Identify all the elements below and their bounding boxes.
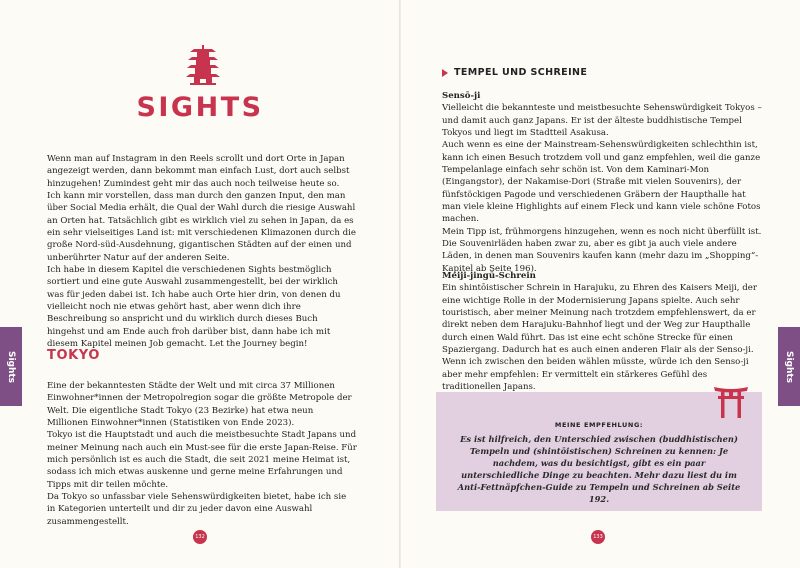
section-heading-tokyo: TOKYO — [47, 348, 100, 363]
intro-paragraph: Ich kann mir vorstellen, dass man durch den ganzen Input, den man über Social Media erhält, die Qual der Wahl durch die riesige Auswahl an Orten hat. Tatsächlich gibt es wirklich viel zu sehen in Japan, da es ein sehr vielseitiges Land ist: mit verschiedenen Klimazonen durch die große Nord-süd-Ausdehnung, gigantischen Städten auf der einen und unberührter Natur auf der anderen Seite. — [47, 191, 356, 263]
arrow-right-icon — [442, 69, 448, 77]
section-heading-temples — [442, 67, 587, 78]
sensoji-paragraph: Auch wenn es eine der Mainstream-Sehenswürdigkeiten schlechthin ist, kann ich einen Besuch trotzdem voll und ganz empfehlen, weil die ganze Tempelanlage einfach sehr schön ist. Von dem Kaminari-Mon (Eingangstor), der Nakamise-Dori (Straße mit vielen Souvenirs), der fünfstöckigen Pagode und verschiedenen Gräbern der Haupthalle hat man viele kleine Highlights auf einem Fleck und kann viele schöne Fotos machen. — [442, 140, 761, 225]
page-number: 132 — [193, 530, 207, 544]
meiji-section — [442, 270, 764, 393]
intro-text — [47, 153, 357, 351]
side-tab-sights[interactable] — [778, 327, 800, 406]
tokyo-paragraph: Da Tokyo so unfassbar viele Sehenswürdigkeiten bietet, habe ich sie in Kategorien unterteilt und dir zu jeder davon eine Auswahl zusammengestellt. — [47, 492, 347, 527]
sensoji-section — [442, 90, 764, 275]
chapter-title: SIGHTS — [136, 92, 264, 123]
meiji-paragraph: Ein shintōistischer Schrein in Harajuku, zu Ehren des Kaisers Meiji, der eine wichtige Rolle in der Modernisierung Japans spielte. Auch sehr touristisch, aber meiner Meinung nach trotzdem empfehlenswert, da er direkt neben dem Harajuku-Bahnhof liegt und der Weg zur Haupthalle durch einen Wald führt. Das ist eine echt schöne Strecke für einen Spaziergang. Dadurch hat es auch einen anderen Flair als der Senso-ji. Wenn ich zwischen den beiden wählen müsste, würde ich den Senso-ji aber mehr empfehlen: Er vermittelt ein stärkeres Gefühl des traditionellen Japans. — [442, 283, 757, 393]
recommendation-text: Es ist hilfreich, den Unterschied zwischen (buddhistischen) Tempeln und (shintōistischen) Schreinen zu kennen: Je nachdem, was du besichtigst, gibt es ein paar unterschiedliche Dinge zu beachten. Mehr dazu liest du im Anti-Fettnäpfchen-Guide zu Tempeln und Schreinen ab Seite 192. — [457, 434, 741, 505]
side-tab-label: Sights — [6, 350, 17, 383]
tokyo-text — [47, 380, 357, 528]
tokyo-paragraph: Tokyo ist die Hauptstadt und auch die meistbesuchte Stadt Japans und meiner Meinung nach auch ein Must-see für die erste Japan-Reise. Für mich persönlich ist es auch die Stadt, die seit 2021 meine Heimat ist, sodass ich mich etwas auskenne und gerne meine Erfahrungen und Tipps mit dir teilen möchte. — [47, 430, 357, 490]
intro-paragraph: Ich habe in diesem Kapitel die verschiedenen Sights bestmöglich sortiert und eine gute Auswahl zusammengestellt, bei der wirklich was für jeden dabei ist. Ich habe auch Orte hier drin, von denen du vielleicht noch nie etwas gehört hast, aber wenn dich ihre Beschreibung so anspricht und du wirklich durch dieses Buch hingehst und am Ende auch froh darüber bist, dann habe ich mit diesem Kapitel meinen Job gemacht. Let the Journey begin! — [47, 265, 341, 350]
recommendation-title: MEINE EMPFEHLUNG: — [554, 421, 644, 429]
side-tab-sights[interactable] — [0, 327, 22, 406]
pagoda-icon — [186, 45, 220, 85]
torii-gate-icon — [714, 384, 748, 418]
sensoji-paragraph: Vielleicht die bekannteste und meistbesuchte Sehenswürdigkeit Tokyos – und damit auch ganz Japans. Er ist der älteste buddhistische Tempel Tokyos und liegt im Stadtteil Asakusa. — [442, 103, 762, 139]
intro-paragraph: Wenn man auf Instagram in den Reels scrollt und dort Orte in Japan angezeigt werden, dann bekommt man einfach Lust, dort auch selbst hinzugehen! Zumindest geht mir das auch noch teilweise heute so. — [47, 154, 350, 189]
section-heading-label: TEMPEL UND SCHREINE — [454, 67, 588, 78]
sensoji-paragraph: Mein Tipp ist, frühmorgens hinzugehen, wenn es noch nicht überfüllt ist. Die Souvenirläden haben zwar zu, aber es gibt ja auch viele andere Läden, in denen man Souvenirs kaufen kann (mehr dazu im „Shopping“-Kapitel ab Seite 196). — [442, 226, 762, 274]
page-number: 133 — [591, 530, 605, 544]
right-page — [400, 0, 800, 568]
subsection-title: Meiji-jingū-Schrein — [442, 271, 536, 281]
side-tab-label: Sights — [784, 350, 795, 383]
tokyo-paragraph: Eine der bekanntesten Städte der Welt und mit circa 37 Millionen Einwohner*innen der Metropolregion sogar die größte Metropole der Welt. Die eigentliche Stadt Tokyo (23 Bezirke) hat etwa neun Millionen Einwohner*innen (Statistiken von Ende 2023). — [47, 381, 352, 429]
subsection-title: Sensō-ji — [442, 91, 481, 101]
